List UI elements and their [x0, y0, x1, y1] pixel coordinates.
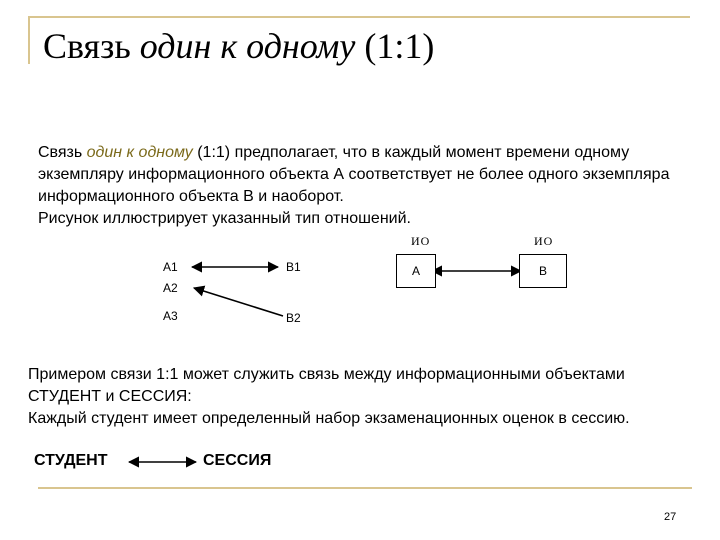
page-number: 27	[664, 511, 677, 523]
title-prefix: Связь	[43, 26, 140, 66]
example-line2: Каждый студент имеет определенный набор экзаменационных оценок в сессию.	[28, 410, 630, 427]
relation-right: СЕССИЯ	[203, 452, 272, 469]
label-b1: В1	[286, 260, 301, 274]
title-italic: один к одному	[139, 26, 356, 66]
relation-left: СТУДЕНТ	[34, 452, 108, 469]
arrow-a2-b2	[194, 288, 283, 316]
io-label-left: ИО	[411, 234, 431, 248]
title-suffix: (1:1)	[355, 26, 435, 66]
intro-line2: Рисунок иллюстрирует указанный тип отношений.	[38, 210, 411, 227]
intro-accent: один к одному	[86, 144, 193, 161]
label-a2: А2	[163, 281, 178, 295]
example-paragraph	[28, 364, 688, 430]
io-label-right: ИО	[534, 234, 554, 248]
label-b2: В2	[286, 311, 301, 325]
intro-rest: (1:1) предполагает, что в каждый момент времени одному экземпляру информационного объекта А соответствует не более одного экземпляра информационного объекта В и наоборот.	[38, 144, 670, 205]
example-line1: Примером связи 1:1 может служить связь между информационными объектами СТУДЕНТ и СЕССИЯ:	[28, 366, 625, 405]
label-a1: А1	[163, 260, 178, 274]
label-a3: А3	[163, 309, 178, 323]
intro-prefix: Связь	[38, 144, 87, 161]
entity-box-a: А	[396, 254, 436, 288]
entity-box-b: В	[519, 254, 567, 288]
